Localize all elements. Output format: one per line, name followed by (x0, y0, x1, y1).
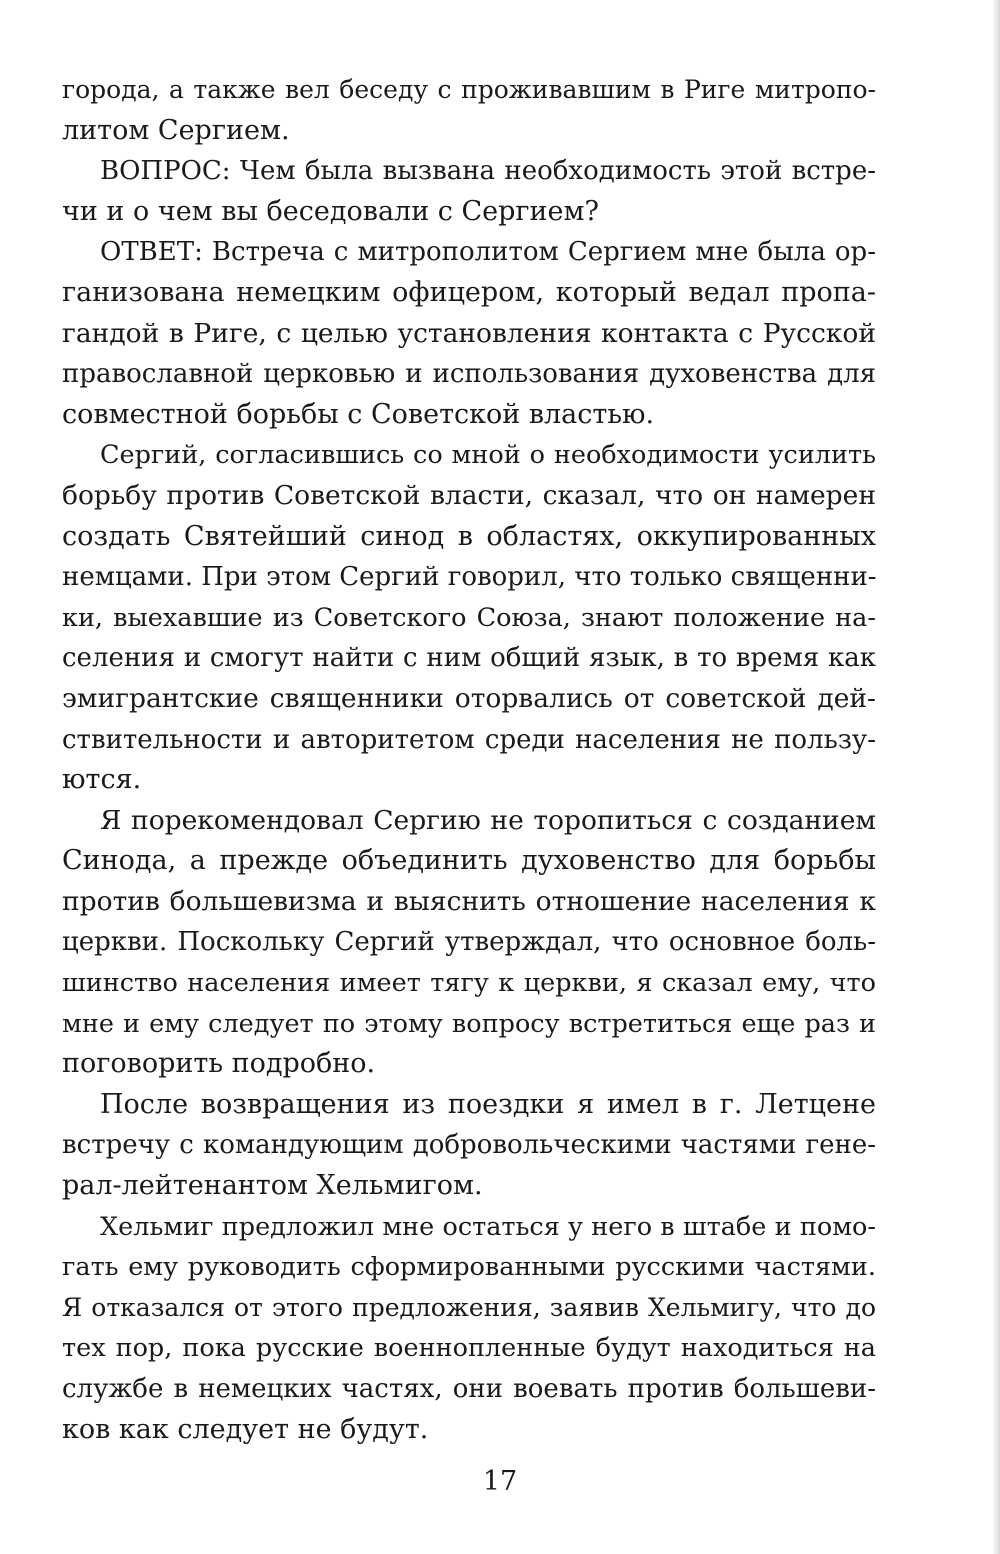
text-line: православной церковью и использования духовенства для (62, 359, 876, 390)
text-line: ков как следует не будут. (62, 1413, 429, 1445)
text-line: ОТВЕТ: Встреча с митрополитом Сергием мне была ор- (100, 237, 876, 268)
paragraph (62, 801, 876, 1085)
page-edge-shadow (992, 0, 1000, 1554)
text-line: ствительности и авторитетом среди населения не пользу- (62, 724, 876, 755)
paragraph (62, 151, 876, 232)
text-line: борьбу против Советской власти, сказал, что он намерен (62, 479, 876, 511)
text-line: гать ему руководить сформированными русскими частями. (62, 1252, 876, 1283)
text-line: встречу с командующим добровольческими частями гене- (62, 1130, 876, 1161)
text-line: селения и смогут найти с ним общий язык, в то время как (62, 643, 876, 674)
text-line: ются. (62, 764, 142, 796)
paragraph (62, 1207, 876, 1451)
text-line: поговорить подробно. (62, 1048, 376, 1080)
paragraph (62, 232, 876, 435)
text-line: эмигрантские священники оторвались от советской дей- (62, 682, 876, 714)
text-line: службе в немецких частях, они воевать против большеви- (62, 1374, 876, 1404)
text-line: Синода, а прежде объединить духовенство для борьбы (62, 845, 876, 877)
text-line: совместной борьбы с Советской властью. (62, 398, 655, 430)
text-line: литом Сергием. (62, 114, 290, 146)
body-text (62, 70, 876, 1450)
text-line: Я порекомендовал Сергию не торопиться с созданием (100, 804, 876, 836)
text-line: ки, выехавшие из Советского Союза, знают положение на- (62, 602, 876, 633)
text-line: немцами. При этом Сергий говорил, что только священни- (62, 562, 877, 593)
page-number: 17 (482, 1466, 518, 1497)
text-line: церкви. Поскольку Сергий утверждал, что основное боль- (62, 927, 876, 958)
text-line: мне и ему следует по этому вопросу встретиться еще раз и (62, 1008, 876, 1039)
text-line: чи и о чем вы беседовали с Сергием? (62, 195, 599, 227)
text-line: рал-лейтенантом Хельмигом. (62, 1170, 483, 1202)
text-line: шинство населения имеет тягу к церкви, я сказал ему, что (62, 968, 876, 999)
text-line: Хельмиг предложил мне остаться у него в штабе и помо- (100, 1211, 876, 1242)
paragraph (62, 1085, 876, 1207)
text-line: гандой в Риге, с целью установления контакта с Русской (62, 317, 876, 349)
text-line: Я отказался от этого предложения, заявив Хельмигу, что до (62, 1292, 876, 1322)
paragraph (62, 435, 876, 800)
text-line: против большевизма и выяснить отношение населения к (62, 885, 876, 917)
text-line: Сергий, согласившись со мной о необходимости усилить (100, 440, 876, 471)
text-line: ВОПРОС: Чем была вызвана необходимость этой встре- (100, 156, 876, 187)
text-line: создать Святейший синод в областях, оккупированных (62, 520, 876, 552)
paragraph (62, 70, 876, 151)
text-line: тех пор, пока русские военнопленные будут находиться на (62, 1333, 876, 1364)
text-line: После возвращения из поездки я имел в г. Летцене (100, 1088, 876, 1120)
text-line: города, а также вел беседу с проживавшим в Риге митропо- (62, 75, 876, 104)
text-line: ганизована немецким офицером, который ведал пропа- (62, 276, 876, 308)
